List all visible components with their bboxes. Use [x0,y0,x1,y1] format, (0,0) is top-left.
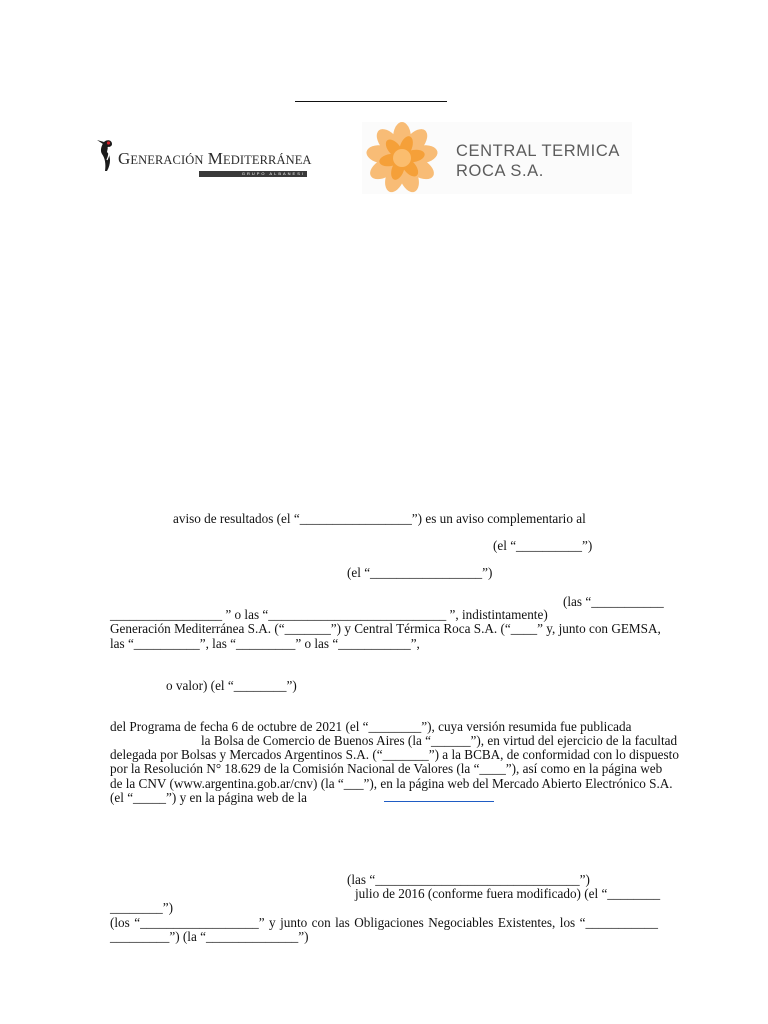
text-line-15: (las “_______________________________”) [347,872,590,887]
central-termica-roca-logo [362,122,632,194]
flower-icon [362,122,450,194]
text-line-8: o valor) (el “________”) [166,678,297,693]
text-line-18: (los “__________________” y junto con las Obligaciones Negociables Existentes, los “___________ [110,915,658,930]
ctr-wordmark-line1: CENTRAL TERMICA [456,142,620,160]
ctr-wordmark-line2: ROCA S.A. [456,162,544,180]
bird-icon [94,138,118,174]
gm-wordmark: GENERACIÓN MEDITERRÁNEA [118,149,312,168]
text-line-2: (el “__________”) [493,538,593,553]
text-line-6: Generación Mediterránea S.A. (“_______”) y Central Térmica Roca S.A. (“____” y, junto con GEMSA, [110,621,661,636]
web-link-underline[interactable] [384,801,494,802]
text-line-5: _________________ ” o las “___________________________ ”, indistintamente) [110,607,548,622]
text-line-17: ________”) [110,900,173,915]
text-line-13: de la CNV (www.argentina.gob.ar/cnv) (la “___”), en la página web del Mercado Abierto Electrónico S.A. [110,776,673,791]
text-line-7: las “__________”, las “_________” o las “___________”, [110,636,420,651]
text-line-16: julio de 2016 (conforme fuera modificado) (el “________ [355,886,661,901]
text-line-19: _________”) (la “______________”) [110,929,309,944]
header-rule [295,101,447,102]
gm-subtitle: GRUPO ALBANESI [199,171,307,177]
text-line-12: por la Resolución N° 18.629 de la Comisión Nacional de Valores (la “____”), así como en la página web [110,761,663,776]
text-line-11: delegada por Bolsas y Mercados Argentinos S.A. (“_______”) a la BCBA, de conformidad con lo dispuesto [110,747,679,762]
text-line-9: del Programa de fecha 6 de octubre de 2021 (el “________”), cuya versión resumida fue publicada [110,719,632,734]
text-line-14: (el “_____”) y en la página web de la [110,790,307,805]
text-line-3: (el “_________________”) [347,565,493,580]
generacion-mediterranea-logo [94,138,312,178]
text-line-10: la Bolsa de Comercio de Buenos Aires (la “______”), en virtud del ejercicio de la facultad [201,733,678,748]
text-line-1: aviso de resultados (el “_________________”) es un aviso complementario al [173,511,586,526]
text-line-4: (las “___________ [563,594,664,609]
